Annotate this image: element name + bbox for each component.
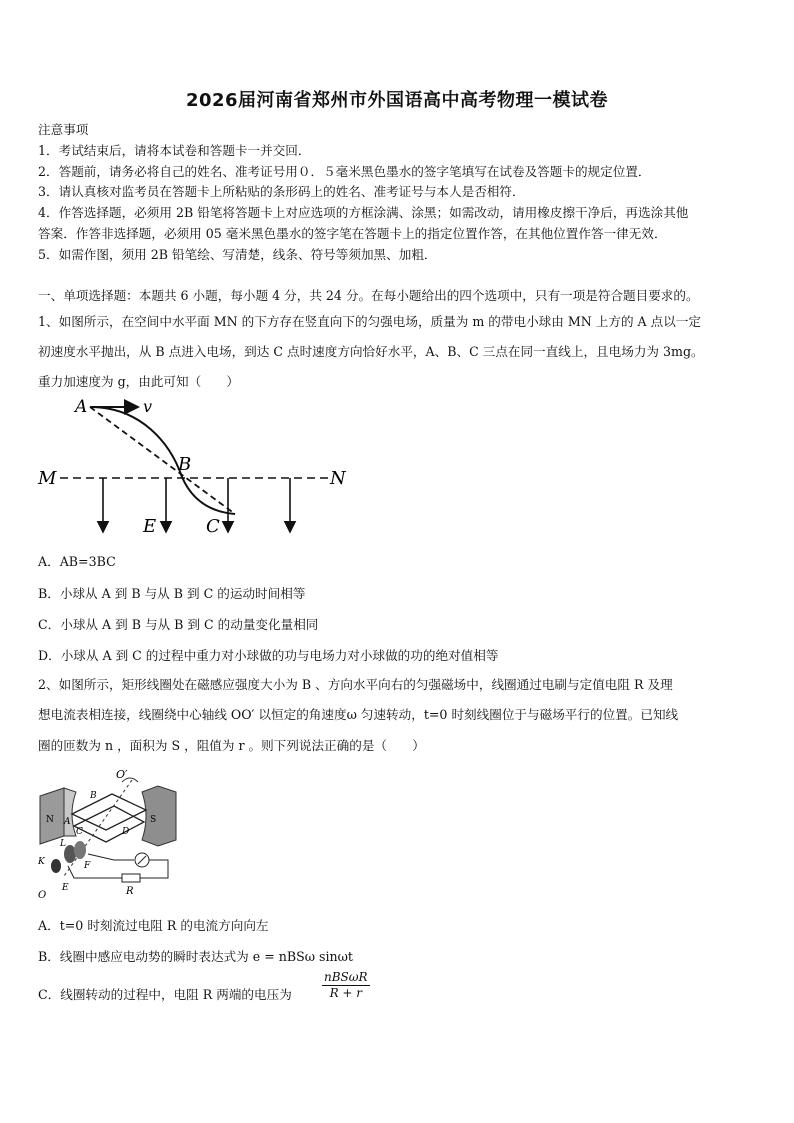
notice-item: 答案．作答非选择题，必须用 05 毫米黑色墨水的签字笔在答题卡上的指定位置作答，在其他位置作答一律无效． xyxy=(38,226,667,241)
question-2-figure xyxy=(34,766,184,904)
question-1-option: B．小球从 A 到 B 与从 B 到 C 的运动时间相等 xyxy=(38,586,306,601)
label-c: C xyxy=(206,516,220,537)
label-f: F xyxy=(84,861,91,871)
label-o: O xyxy=(38,890,47,901)
notice-heading: 注意事项 xyxy=(38,122,89,137)
label-m: M xyxy=(38,468,57,489)
circuit-wire xyxy=(88,854,134,860)
notice-item: 1．考试结束后，请将本试卷和答题卡一并交回． xyxy=(38,143,311,158)
coil xyxy=(72,794,146,830)
label-a: A xyxy=(64,817,71,827)
question-1-option: A．AB=3BC xyxy=(38,554,116,569)
label-n: N xyxy=(330,468,346,489)
fraction-expression xyxy=(322,970,370,1001)
fraction-denominator: R + r xyxy=(329,986,363,1000)
resistor xyxy=(122,874,140,882)
question-1-option: C．小球从 A 到 B 与从 B 到 C 的动量变化量相同 xyxy=(38,617,319,632)
question-1-stem: 初速度水平抛出，从 B 点进入电场，到达 C 点时速度方向恰好水平，A、B、C 三点在同一直线上，且电场力为 3mg。 xyxy=(38,344,704,359)
section-heading: 一、单项选择题：本题共 6 小题，每小题 4 分，共 24 分。在每小题给出的四个选项中，只有一项是符合题目要求的。 xyxy=(38,288,699,303)
magnet-s-pole xyxy=(142,786,176,846)
label-o-prime: O′ xyxy=(116,768,128,781)
fraction-numerator: nBSωR xyxy=(324,970,368,984)
label-a: A xyxy=(75,397,88,417)
label-b: B xyxy=(90,791,97,801)
question-2-stem: 圈的匝数为 n ，面积为 S ，阻值为 r 。则下列说法正确的是（ ） xyxy=(38,738,425,753)
notice-item: 3．请认真核对监考员在答题卡上所粘贴的条形码上的姓名、准考证号与本人是否相符． xyxy=(38,184,525,199)
label-e: E xyxy=(143,516,157,537)
label-e: E xyxy=(62,883,69,893)
label-c: C xyxy=(76,827,83,837)
notice-item: 2．答题前，请务必将自己的姓名、准考证号用０．５毫米黑色墨水的签字笔填写在试卷及答题卡的规定位置． xyxy=(38,164,651,179)
question-2-stem: 2、如图所示，矩形线圈处在磁感应强度大小为 B 、方向水平向右的匀强磁场中，线圈通过电刷与定值电阻 R 及理 xyxy=(38,677,673,692)
question-2-option: B．线圈中感应电动势的瞬时表达式为 e = nBSω sinωt xyxy=(38,949,353,964)
exam-title: 2026届河南省郑州市外国语高中高考物理一模试卷 xyxy=(185,90,609,111)
label-r: R xyxy=(126,886,134,897)
line-ac-dashed xyxy=(90,407,235,514)
label-l: L xyxy=(60,839,66,849)
question-2-option: A．t=0 时刻流过电阻 R 的电流方向向左 xyxy=(38,918,269,933)
question-1-figure xyxy=(30,392,360,544)
question-2-option: C．线圈转动的过程中，电阻 R 两端的电压为 xyxy=(38,987,292,1002)
label-k: K xyxy=(38,857,45,867)
notice-item: 4．作答选择题，必须用 2B 铅笔将答题卡上对应选项的方框涂满、涂黑；如需改动，请用橡皮擦干净后，再选涂其他 xyxy=(38,205,689,220)
label-s: S xyxy=(150,815,157,825)
label-b: B xyxy=(178,454,192,475)
notice-item: 5．如需作图，须用 2B 铅笔绘、写清楚，线条、符号等须加黑、加粗． xyxy=(38,247,437,262)
label-n: N xyxy=(46,815,54,825)
question-2-stem: 想电流表相连接，线圈绕中心轴线 OO′ 以恒定的角速度ω 匀速转动，t=0 时刻线圈位于与磁场平行的位置。已知线 xyxy=(38,707,679,722)
question-1-option: D．小球从 A 到 C 的过程中重力对小球做的功与电场力对小球做的功的绝对值相等 xyxy=(38,648,499,663)
question-1-stem: 重力加速度为 g，由此可知（ ） xyxy=(38,374,239,389)
label-d: D xyxy=(122,827,130,837)
question-1-stem: 1、如图所示，在空间中水平面 MN 的下方存在竖直向下的匀强电场，质量为 m 的带电小球由 MN 上方的 A 点以一定 xyxy=(38,314,702,329)
label-v: v xyxy=(143,397,153,416)
